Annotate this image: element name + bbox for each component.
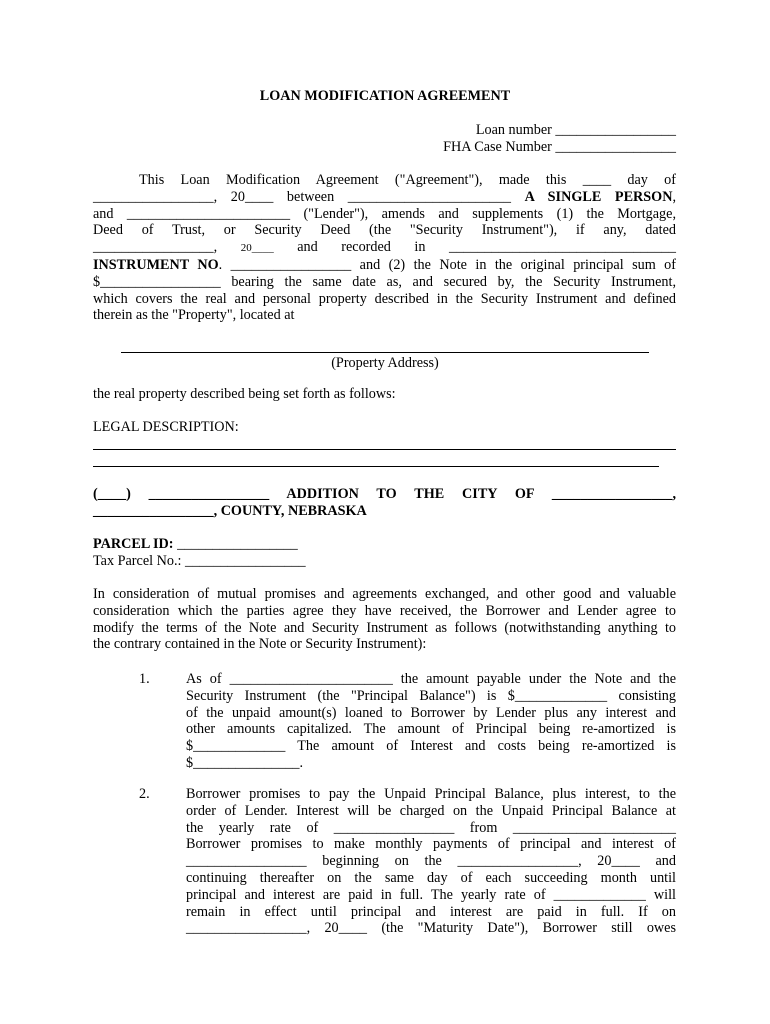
intro-line-4: Deed of Trust, or Security Deed (the "Security Instrument"), if any, dated <box>93 222 676 239</box>
property-address-label: (Property Address) <box>331 355 439 371</box>
item-1-line: Security Instrument (the "Principal Balance") is $_____________ consisting <box>186 687 676 704</box>
parcel-block <box>93 536 676 570</box>
item-2-line: remain in effect until principal and interest are paid in full. If on <box>186 903 676 920</box>
document-title: LOAN MODIFICATION AGREEMENT <box>259 88 511 104</box>
intro-paragraph <box>93 172 676 324</box>
instrument-no-label: INSTRUMENT NO <box>93 256 219 273</box>
consideration-line-2: consideration which the parties agree they have received, the Borrower and Lender agree to <box>93 602 676 619</box>
parcel-id-line <box>93 536 676 553</box>
property-address-line <box>121 352 649 353</box>
item-2-line: principal and interest are paid in full. The yearly rate of _____________ will <box>186 886 676 903</box>
item-2-line: _________________, 20____ (the "Maturity Date"), Borrower still owes <box>186 920 676 937</box>
addition-line-2: _________________, COUNTY, NEBRASKA <box>93 502 367 519</box>
intro-line-5-date: _________________, <box>93 239 218 256</box>
item-2-line: Borrower promises to make monthly payments of principal and interest of <box>186 836 676 853</box>
item-1-body <box>186 671 676 772</box>
item-2-line: continuing thereafter on the same day of each succeeding month until <box>186 869 676 886</box>
real-property-text: the real property described being set forth as follows: <box>93 386 396 402</box>
consideration-line-1: In consideration of mutual promises and agreements exchanged, and other good and valuable <box>93 586 676 602</box>
intro-line-5-recorded: and recorded in ________________________________ <box>297 239 676 256</box>
intro-line-3: and _______________________ ("Lender"), amends and supplements (1) the Mortgage, <box>93 205 676 222</box>
intro-line-5-year: 20____ <box>240 242 274 255</box>
intro-line-1: This Loan Modification Agreement ("Agreement"), made this ____ day of <box>139 172 676 188</box>
legal-description-line-2 <box>93 466 659 467</box>
intro-line-6-text: . _________________ and (2) the Note in the original principal sum of <box>218 256 676 273</box>
item-1-line: of the unpaid amount(s) loaned to Borrower by Lender plus any interest and <box>186 704 676 721</box>
consideration-line-4: the contrary contained in the Note or Security Instrument): <box>93 636 427 653</box>
intro-line-6 <box>93 257 676 274</box>
item-1-number: 1. <box>139 671 150 687</box>
consideration-line-3: modify the terms of the Note and Security Instrument as follows (notwithstanding anything to <box>93 619 676 636</box>
item-2-number: 2. <box>139 786 150 802</box>
tax-parcel-line: Tax Parcel No.: _________________ <box>93 552 306 569</box>
loan-number-field: Loan number _________________ <box>475 122 676 138</box>
intro-line-5 <box>93 239 676 257</box>
fha-case-number-field: FHA Case Number _________________ <box>443 139 676 155</box>
intro-line-7: $_________________ bearing the same date as, and secured by, the Security Instrument, <box>93 273 676 290</box>
item-2-line: order of Lender. Interest will be charged on the Unpaid Principal Balance at <box>186 802 676 819</box>
intro-line-8: which covers the real and personal property described in the Security Instrument and defined <box>93 290 676 307</box>
addition-block <box>93 486 676 520</box>
borrower-designation: A SINGLE PERSON <box>524 188 673 205</box>
intro-line-2 <box>93 189 676 206</box>
intro-line-9: therein as the "Property", located at <box>93 307 295 324</box>
item-2-line: the yearly rate of _________________ from _______________________ <box>186 819 676 836</box>
item-1-line: $_____________ The amount of Interest and costs being re-amortized is <box>186 738 676 755</box>
addition-lot-blank: (____) _________________ <box>93 486 270 502</box>
legal-description-line-1 <box>93 449 676 450</box>
legal-description-label: LEGAL DESCRIPTION: <box>93 419 239 435</box>
parcel-id-blank: _________________ <box>173 536 298 552</box>
item-1-line: $_______________. <box>186 754 304 771</box>
item-1-line: other amounts capitalized. The amount of Principal being re-amortized is <box>186 721 676 738</box>
item-2-line: Borrower promises to pay the Unpaid Principal Balance, plus interest, to the <box>186 786 676 802</box>
item-2-body <box>186 786 676 937</box>
consideration-paragraph <box>93 586 676 653</box>
addition-city-blank: _________________, <box>551 486 677 502</box>
item-2-line: _________________ beginning on the _________________, 20____ and <box>186 853 676 870</box>
item-1-line: As of _______________________ the amount payable under the Note and the <box>186 671 676 687</box>
parcel-id-label: PARCEL ID: <box>93 536 174 552</box>
addition-line-1 <box>93 486 676 503</box>
intro-line-2-comma: , <box>672 188 676 205</box>
intro-line-2-text: _________________, 20____ between _______________________ <box>93 188 511 205</box>
addition-city-text: ADDITION TO THE CITY OF <box>286 486 535 502</box>
